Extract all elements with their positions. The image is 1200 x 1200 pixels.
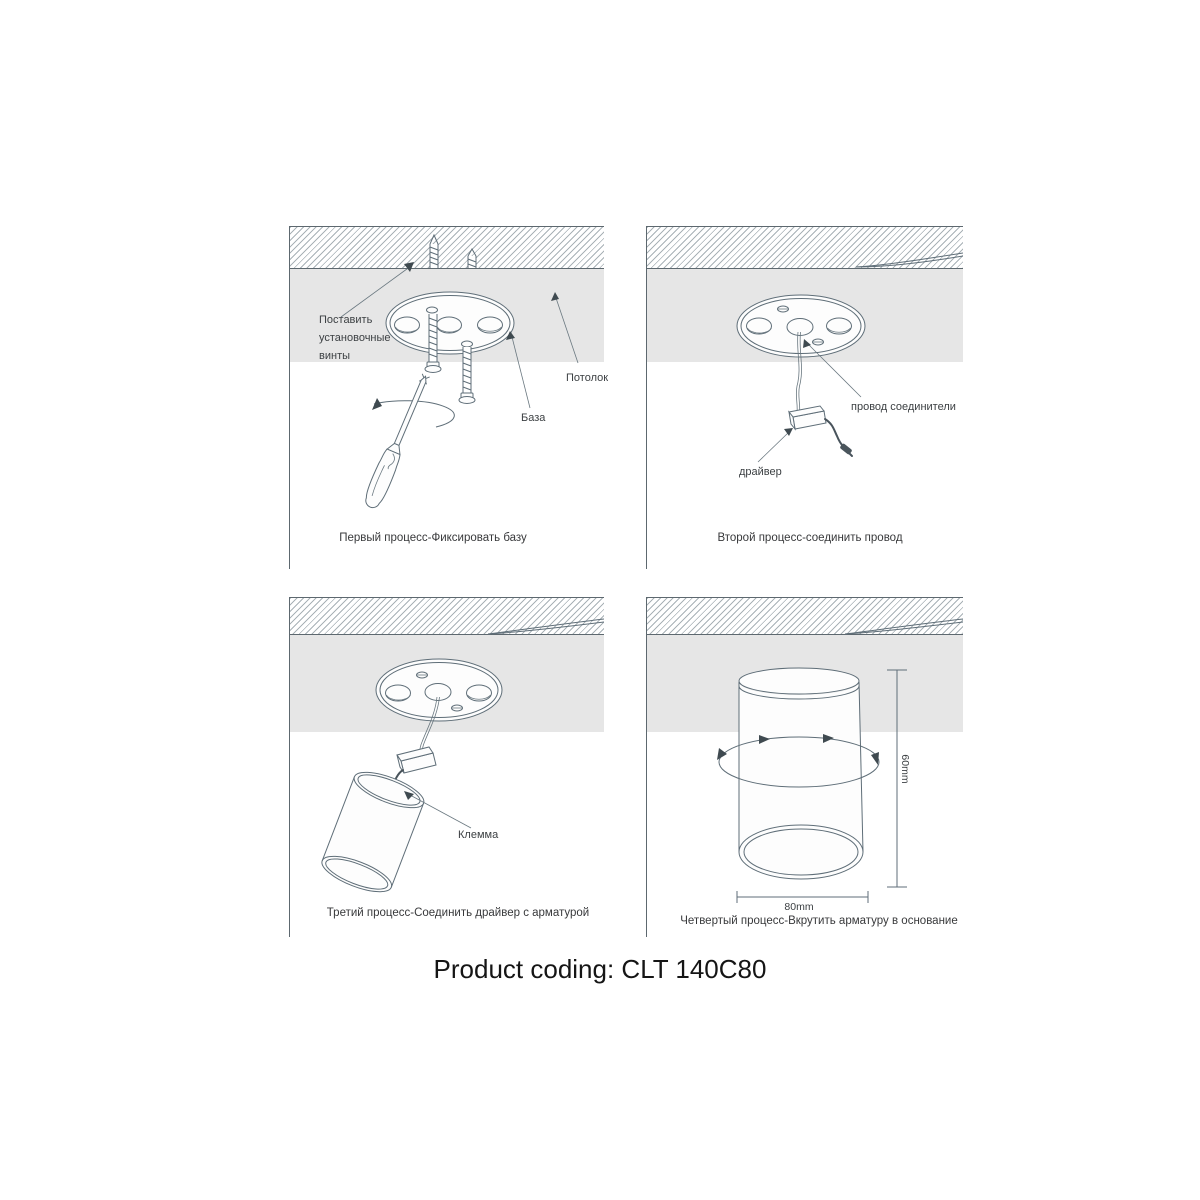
- mounting-screw-icon: [459, 347, 475, 404]
- set-screw-in-ceiling-icon: [430, 235, 438, 268]
- ceiling-grain-curve: [488, 619, 604, 634]
- base-plate-icon: [376, 659, 502, 721]
- base-plate-icon: [737, 295, 865, 357]
- step2-diagram: [647, 226, 963, 569]
- ceiling-grain-curve: [856, 253, 963, 267]
- step4-diagram: [647, 597, 963, 937]
- height-dimension-label: 60mm: [899, 754, 911, 784]
- base-plate-icon: [386, 292, 514, 354]
- panel-step3: [289, 597, 604, 937]
- screwdriver-icon: [361, 372, 434, 511]
- panel-step1: [289, 226, 609, 569]
- panel-step4: [646, 597, 963, 937]
- step3-caption: Третий процесс-Соединить драйвер с арматурой: [326, 907, 590, 919]
- label-arrow: [758, 339, 861, 462]
- driver-label: драйвер: [739, 466, 782, 478]
- ceiling-label: Потолок: [566, 372, 609, 384]
- wire-connectors-label: провод соединители: [851, 401, 956, 413]
- product-coding-text: Product coding: CLT 140C80: [433, 954, 767, 984]
- step3-diagram: [290, 597, 604, 937]
- driver-box-icon: [789, 406, 826, 429]
- step1-diagram: [290, 226, 604, 569]
- step4-caption: Четвертый процесс-Вкрутить арматуру в основание: [680, 915, 958, 927]
- base-label: База: [521, 412, 546, 424]
- lamp-cylinder-icon: [739, 668, 863, 879]
- lamp-cylinder-icon: [318, 765, 428, 899]
- step1-caption: Первый процесс-Фиксировать базу: [339, 532, 527, 544]
- set-screws-label-line1: Поставить: [319, 314, 373, 326]
- width-dimension-label: 80mm: [784, 901, 814, 913]
- set-screw-in-ceiling-icon: [468, 249, 476, 268]
- set-screws-label-line2: установочные: [319, 332, 391, 344]
- terminal-label: Клемма: [458, 829, 499, 841]
- step2-caption: Второй процесс-соединить провод: [717, 532, 903, 544]
- ceiling-grain-curve: [845, 619, 963, 634]
- set-screws-label-line3: винты: [319, 350, 351, 362]
- panel-step2: [646, 226, 963, 569]
- plug-wire-icon: [825, 419, 853, 456]
- set-screws-label: [319, 314, 391, 363]
